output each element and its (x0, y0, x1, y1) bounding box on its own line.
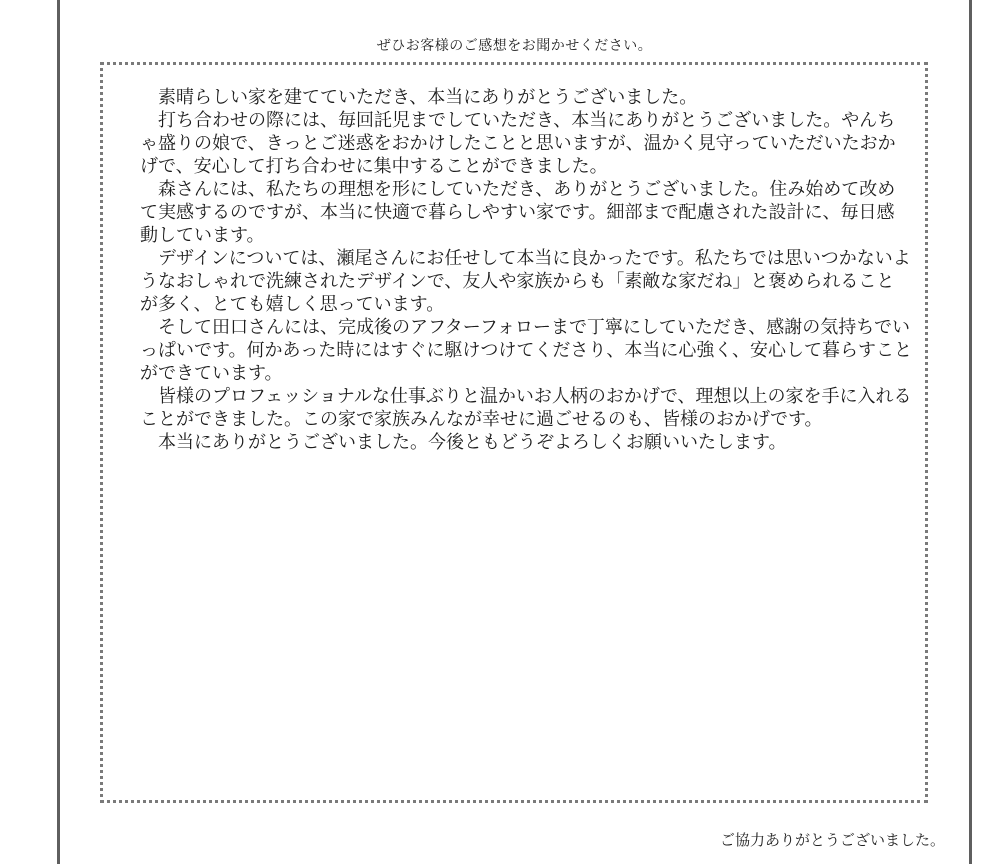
comment-paragraph: 森さんには、私たちの理想を形にしていただき、ありがとうございました。住み始めて改めて実感するのですが、本当に快適で暮らしやすい家です。細部まで配慮された設計に、毎日感動しています。 (140, 179, 896, 246)
comment-paragraph: 皆様のプロフェッショナルな仕事ぶりと温かいお人柄のおかげで、理想以上の家を手に入れることができました。この家で家族みんなが幸せに過ごせるのも、皆様のおかげです。 (140, 386, 912, 430)
feedback-heading: ぜひお客様のご感想をお聞かせください。 (376, 38, 653, 54)
comment-text (140, 86, 912, 454)
closing-thanks: ご協力ありがとうございました。 (719, 831, 945, 849)
page-border-right (969, 0, 972, 864)
comment-paragraph: デザインについては、瀬尾さんにお任せして本当に良かったです。私たちでは思いつかないようなおしゃれで洗練されたデザインで、友人や家族からも「素敵な家だね」と褒められることが多く、とても嬉しく思っています。 (140, 248, 911, 315)
comment-paragraph: 本当にありがとうございました。今後ともどうぞよろしくお願いいたします。 (158, 432, 787, 453)
comment-paragraph: そして田口さんには、完成後のアフターフォローまで丁寧にしていただき、感謝の気持ちでいっぱいです。何かあった時にはすぐに駆けつけてくださり、本当に心強く、安心して暮らすことができています。 (140, 317, 913, 384)
page-border-left (57, 0, 60, 864)
comment-paragraph: 素晴らしい家を建てていただき、本当にありがとうございました。 (158, 87, 698, 108)
comment-paragraph: 打ち合わせの際には、毎回託児までしていただき、本当にありがとうございました。やんちゃ盛りの娘で、きっとご迷惑をおかけしたことと思いますが、温かく見守っていただいたおかげで、安心して打ち合わせに集中することができました。 (140, 110, 896, 177)
